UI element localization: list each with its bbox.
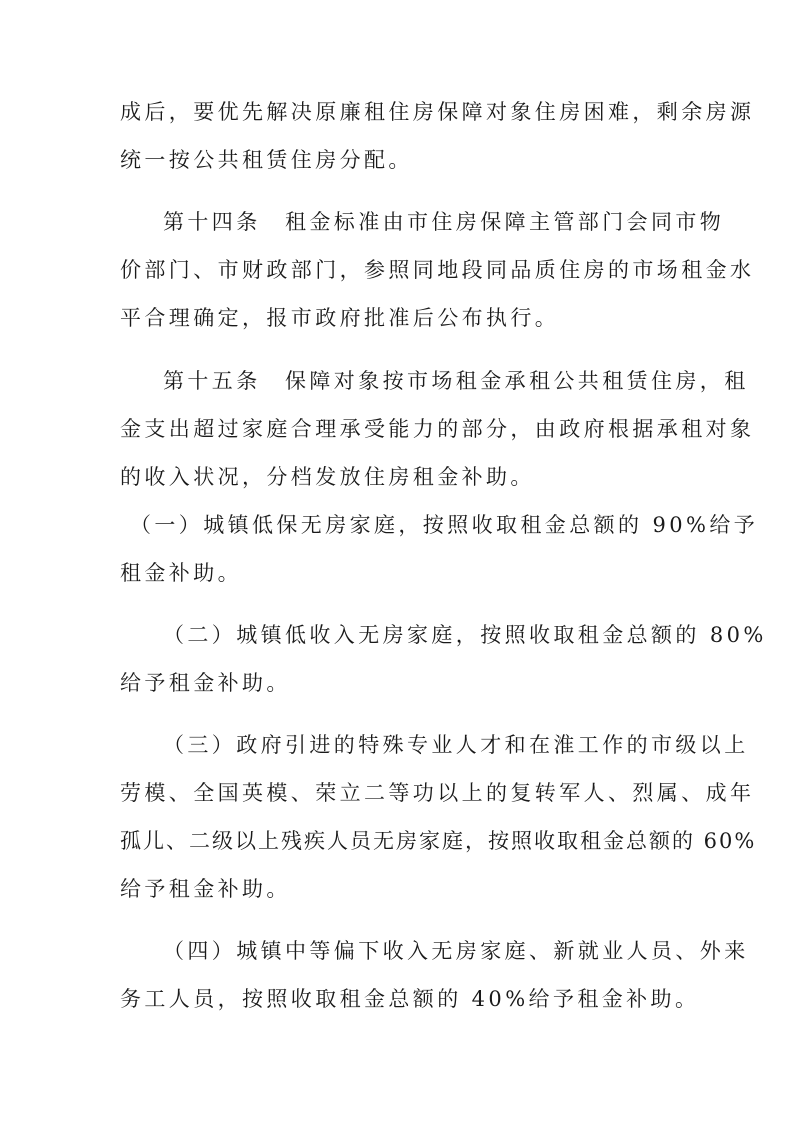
text-line: 平合理确定，报市政府批准后公布执行。 (120, 306, 560, 330)
text-line: 孤儿、二级以上残疾人员无房家庭，按照收取租金总额的 60% (120, 829, 757, 853)
text-line: （一）城镇低保无房家庭，按照收取租金总额的 90%给予 (130, 513, 759, 537)
text-line: 第十五条 保障对象按市场租金承租公共租赁住房，租 (163, 369, 749, 393)
text-line: （四）城镇中等偏下收入无房家庭、新就业人员、外来 (163, 939, 749, 963)
text-line: （三）政府引进的特殊专业人才和在淮工作的市级以上 (163, 733, 749, 757)
text-line: 价部门、市财政部门，参照同地段同品质住房的市场租金水 (120, 258, 755, 282)
text-line: （二）城镇低收入无房家庭，按照收取租金总额的 80% (163, 623, 767, 647)
text-line: 租金补助。 (120, 561, 242, 585)
text-line: 第十四条 租金标准由市住房保障主管部门会同市物 (163, 210, 725, 234)
text-line: 给予租金补助。 (120, 877, 291, 901)
text-line: 的收入状况，分档发放住房租金补助。 (120, 465, 535, 489)
text-line: 给予租金补助。 (120, 671, 291, 695)
text-line: 金支出超过家庭合理承受能力的部分，由政府根据承租对象 (120, 417, 755, 441)
text-line: 统一按公共租赁住房分配。 (120, 148, 413, 172)
text-line: 劳模、全国英模、荣立二等功以上的复转军人、烈属、成年 (120, 781, 755, 805)
text-line: 务工人员，按照收取租金总额的 40%给予租金补助。 (120, 987, 700, 1011)
text-line: 成后，要优先解决原廉租住房保障对象住房困难，剩余房源 (120, 100, 755, 124)
